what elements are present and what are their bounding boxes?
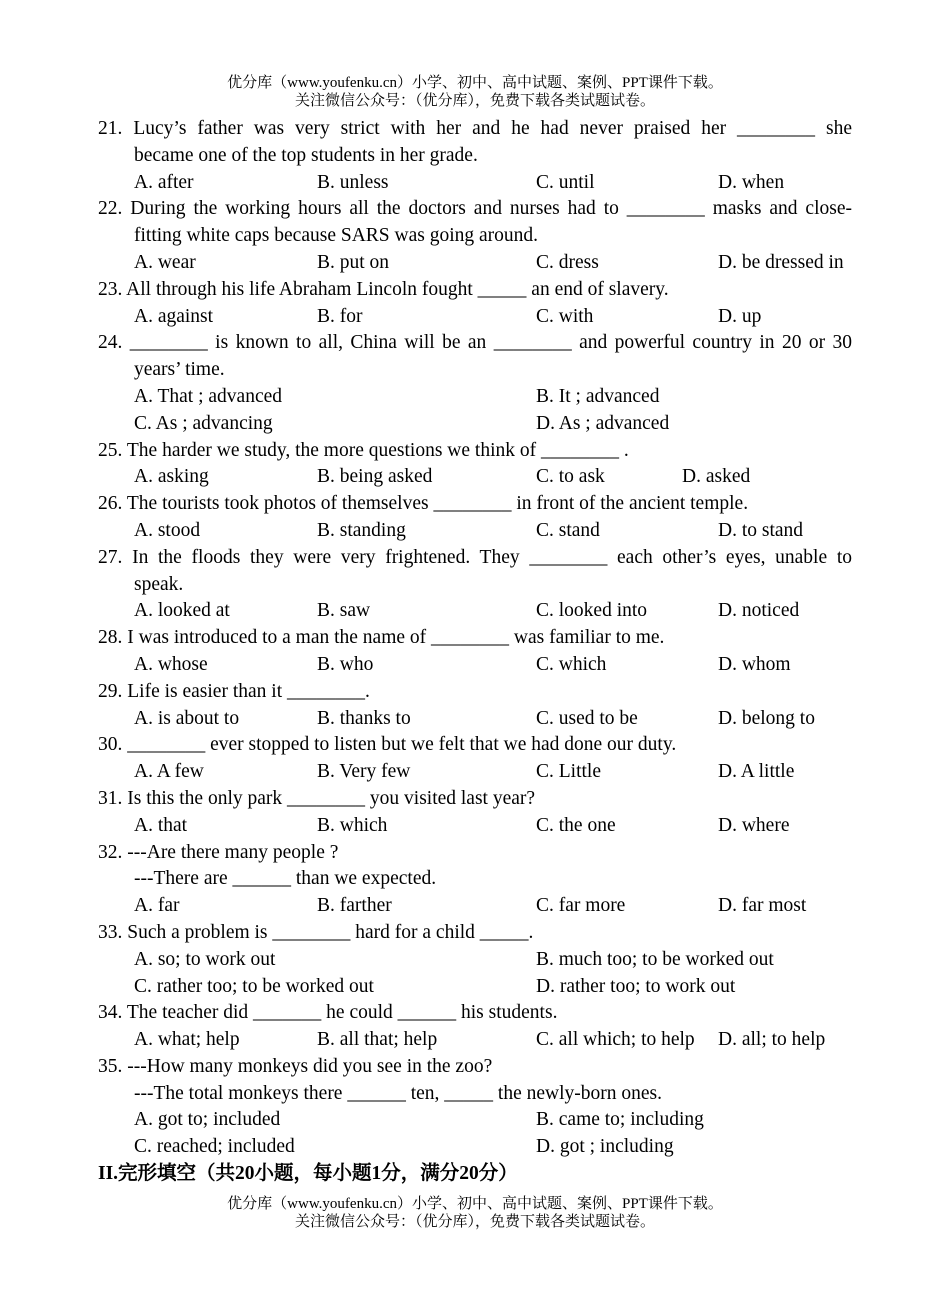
question-29: 29. Life is easier than it ________. (98, 680, 370, 702)
question-24: 24. ________ is known to all, China will be an ________ and powerful country in 20 or 30 (98, 332, 852, 354)
option-c[interactable]: C. dress (536, 251, 599, 273)
question-22-options (98, 250, 852, 277)
question-28-options (98, 652, 852, 679)
option-b[interactable]: B. who (317, 653, 374, 675)
page-footer (0, 1195, 950, 1231)
option-b[interactable]: B. saw (317, 600, 371, 622)
question-35-options-row-2 (98, 1134, 852, 1161)
option-b[interactable]: B. thanks to (317, 707, 411, 729)
option-d[interactable]: D. up (718, 305, 762, 327)
option-b[interactable]: B. which (317, 814, 388, 836)
option-b[interactable]: B. It ; advanced (536, 385, 660, 407)
option-c[interactable]: C. all which; to help (536, 1029, 695, 1051)
option-a[interactable]: A. stood (134, 519, 201, 541)
option-a[interactable]: A. wear (134, 251, 196, 273)
option-b[interactable]: B. Very few (317, 761, 411, 783)
option-b[interactable]: B. being asked (317, 466, 433, 488)
option-b[interactable]: B. all that; help (317, 1029, 438, 1051)
option-a[interactable]: A. against (134, 305, 214, 327)
option-d[interactable]: D. whom (718, 653, 791, 675)
question-34-options (98, 1027, 852, 1054)
option-c[interactable]: C. used to be (536, 707, 638, 729)
option-d[interactable]: D. rather too; to work out (536, 975, 736, 997)
question-25-options (98, 464, 852, 491)
option-a[interactable]: A. after (134, 171, 194, 193)
question-22-continuation: fitting white caps because SARS was going around. (134, 225, 539, 247)
footer-line-1: 优分库（www.youfenku.cn）小学、初中、高中试题、案例、PPT课件下载。 (227, 1196, 723, 1212)
option-a[interactable]: A. A few (134, 761, 204, 783)
option-d[interactable]: D. A little (718, 761, 795, 783)
option-c[interactable]: C. which (536, 653, 607, 675)
option-c[interactable]: C. Little (536, 761, 601, 783)
option-a[interactable]: A. looked at (134, 600, 230, 622)
header-line-1: 优分库（www.youfenku.cn）小学、初中、高中试题、案例、PPT课件下载。 (227, 75, 723, 91)
question-35-options-row-1 (98, 1107, 852, 1134)
option-a[interactable]: A. that (134, 814, 188, 836)
footer-line-2: 关注微信公众号：（优分库），免费下载各类试题试卷。 (294, 1214, 655, 1230)
question-33: 33. Such a problem is ________ hard for a child _____. (98, 921, 534, 943)
question-24-options-row-2 (98, 411, 852, 438)
question-list (98, 116, 852, 1188)
option-c[interactable]: C. the one (536, 814, 616, 836)
option-d[interactable]: D. where (718, 814, 790, 836)
question-27: 27. In the floods they were very frightened. They ________ each other’s eyes, unable to (98, 546, 852, 568)
question-21-options (98, 170, 852, 197)
question-31: 31. Is this the only park ________ you visited last year? (98, 787, 536, 809)
option-b[interactable]: B. much too; to be worked out (536, 948, 774, 970)
option-d[interactable]: D. got ; including (536, 1136, 674, 1158)
option-c[interactable]: C. looked into (536, 600, 648, 622)
question-32: 32. ---Are there many people ? (98, 841, 339, 863)
option-c[interactable]: C. to ask (536, 466, 605, 488)
option-b[interactable]: B. came to; including (536, 1109, 704, 1131)
option-a[interactable]: A. asking (134, 466, 209, 488)
option-a[interactable]: A. far (134, 895, 180, 917)
question-35-continuation: ---The total monkeys there ______ ten, _____ the newly-born ones. (134, 1082, 662, 1104)
option-c[interactable]: C. reached; included (134, 1136, 295, 1158)
option-d[interactable]: D. when (718, 171, 785, 193)
question-24-options-row-1 (98, 384, 852, 411)
question-30: 30. ________ ever stopped to listen but we felt that we had done our duty. (98, 734, 677, 756)
question-32-continuation: ---There are ______ than we expected. (134, 868, 437, 890)
question-33-options-row-2 (98, 974, 852, 1001)
question-27-continuation: speak. (134, 573, 184, 595)
question-23-options (98, 304, 852, 331)
page-header (0, 74, 950, 110)
question-31-options (98, 813, 852, 840)
section-title-cloze: II.完形填空（共20小题，每小题1分，满分20分） (98, 1163, 518, 1185)
question-26: 26. The tourists took photos of themselves ________ in front of the ancient temple. (98, 493, 749, 515)
option-b[interactable]: B. farther (317, 895, 392, 917)
option-d[interactable]: D. As ; advanced (536, 412, 670, 434)
option-b[interactable]: B. unless (317, 171, 389, 193)
question-24-continuation: years’ time. (134, 359, 225, 381)
option-d[interactable]: D. be dressed in (718, 251, 844, 273)
question-33-options-row-1 (98, 947, 852, 974)
option-d[interactable]: D. belong to (718, 707, 815, 729)
option-d[interactable]: D. to stand (718, 519, 804, 541)
question-22: 22. During the working hours all the doctors and nurses had to ________ masks and close- (98, 198, 852, 220)
question-35: 35. ---How many monkeys did you see in the zoo? (98, 1055, 493, 1077)
question-34: 34. The teacher did _______ he could ______ his students. (98, 1002, 558, 1024)
option-c[interactable]: C. far more (536, 895, 626, 917)
option-a[interactable]: A. so; to work out (134, 948, 276, 970)
question-21-continuation: became one of the top students in her grade. (134, 144, 478, 166)
option-d[interactable]: D. all; to help (718, 1029, 826, 1051)
option-a[interactable]: A. got to; included (134, 1109, 281, 1131)
question-27-options (98, 598, 852, 625)
question-29-options (98, 706, 852, 733)
question-21: 21. Lucy’s father was very strict with her and he had never praised her ________ she (98, 118, 852, 139)
option-d[interactable]: D. far most (718, 895, 807, 917)
option-c[interactable]: C. stand (536, 519, 600, 541)
header-line-2: 关注微信公众号：（优分库），免费下载各类试题试卷。 (294, 93, 655, 109)
question-30-options (98, 759, 852, 786)
question-28: 28. I was introduced to a man the name of ________ was familiar to me. (98, 627, 665, 649)
option-c[interactable]: C. As ; advancing (134, 412, 273, 434)
question-23: 23. All through his life Abraham Lincoln fought _____ an end of slavery. (98, 278, 669, 300)
option-d[interactable]: D. noticed (718, 600, 800, 622)
option-c[interactable]: C. with (536, 305, 594, 327)
question-25: 25. The harder we study, the more questions we think of ________ . (98, 439, 629, 461)
option-a[interactable]: A. is about to (134, 707, 240, 729)
option-c[interactable]: C. rather too; to be worked out (134, 975, 374, 997)
question-26-options (98, 518, 852, 545)
option-a[interactable]: A. what; help (134, 1029, 240, 1051)
question-32-options (98, 893, 852, 920)
option-b[interactable]: B. for (317, 305, 363, 327)
option-b[interactable]: B. put on (317, 251, 390, 273)
option-a[interactable]: A. whose (134, 653, 208, 675)
option-a[interactable]: A. That ; advanced (134, 385, 283, 407)
option-c[interactable]: C. until (536, 171, 595, 193)
option-b[interactable]: B. standing (317, 519, 406, 541)
option-d[interactable]: D. asked (682, 466, 751, 488)
